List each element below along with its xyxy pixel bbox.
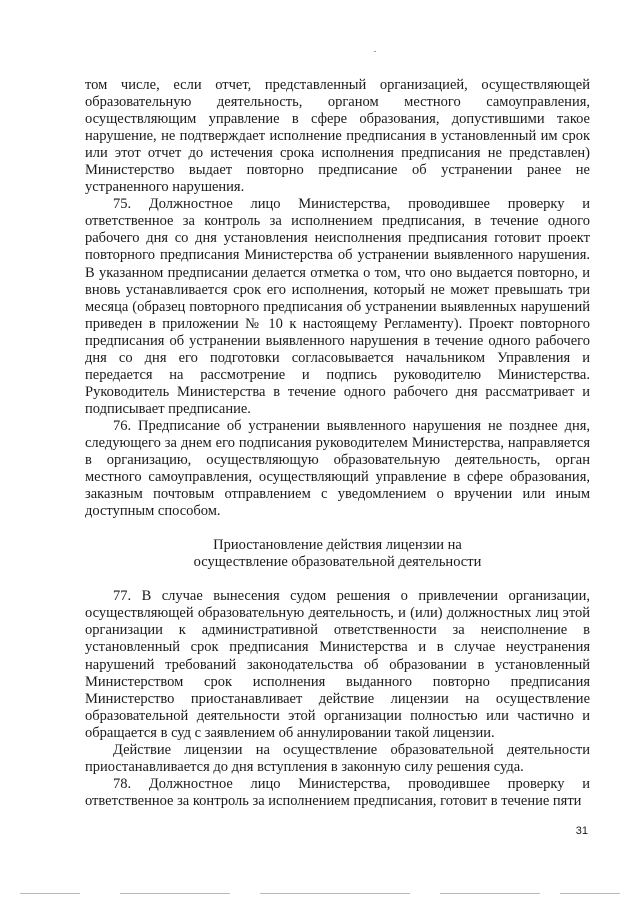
scan-artifact-line [560,893,620,894]
section-heading-line-2: осуществление образовательной деятельности [193,554,482,571]
paragraph-license-suspension: Действие лицензии на осуществление образовательной деятельности приостанавливается до дня вступления в законную силу решения суда. [85,741,590,775]
paragraph-76: 76. Предписание об устранении выявленного нарушения не позднее дня, следующего за днем его подписания руководителем Министерства, направляется в организацию, осуществляющую образовательную деятельность, орган местного самоуправления, осуществляющий управление в сфере образования, заказным почтовым отправлением с уведомлением о вручении или иным доступным способом. [85,417,590,520]
section-heading-line-1: Приостановление действия лицензии на [213,537,462,554]
scan-artifact-line [440,893,540,894]
page-number: 31 [575,825,588,837]
paragraph-78: 78. Должностное лицо Министерства, проводившее проверку и ответственное за контроль за исполнением предписания, готовит в течение пяти [85,775,590,809]
document-body [85,77,590,810]
scan-artifact-line [120,893,230,894]
section-heading [85,537,590,571]
paragraph-77: 77. В случае вынесения судом решения о привлечении организации, осуществляющей образовательную деятельность, и (или) должностных лиц этой организации к административной ответственности за неисполнение в установленный срок предписания Министерства и в случае неустранения нарушений требований законодательства об образовании в установленный Министерством срок исполнения выданного повторно предписания Министерство приостанавливает действие лицензии на осуществление образовательной деятельности этой организации полностью или частично и обращается в суд с заявлением об аннулировании такой лицензии. [85,588,590,741]
paragraph-75: 75. Должностное лицо Министерства, проводившее проверку и ответственное за контроль за исполнением предписания, в течение одного рабочего дня со дня установления неисполнения предписания готовит проект повторного предписания Министерства об устранении выявленного нарушения. В указанном предписании делается отметка о том, что оно выдается повторно, и вновь устанавливается срок его исполнения, который не может превышать три месяца (образец повторного предписания об устранении выявленных нарушений приведен в приложении № 10 к настоящему Регламенту). Проект повторного предписания об устранении выявленного нарушения в течение одного рабочего дня со дня его подготовки согласовывается начальником Управления и передается на рассмотрение и подпись руководителю Министерства. Руководитель Министерства в течение одного рабочего дня рассматривает и подписывает предписание. [85,196,590,417]
paragraph-continuation: том числе, если отчет, представленный организацией, осуществляющей образовательную деятельность, органом местного самоуправления, осуществляющим управление в сфере образования, допустившими такое нарушение, не подтверждает исполнение предписания в установленный им срок или этот отчет до истечения срока исполнения предписания не представлен) Министерство выдает повторно предписание об устранении ранее не устраненного нарушения. [85,77,590,196]
scan-artifact-dot [374,51,376,52]
scan-artifact-line [20,893,80,894]
scan-artifact-line [260,893,410,894]
